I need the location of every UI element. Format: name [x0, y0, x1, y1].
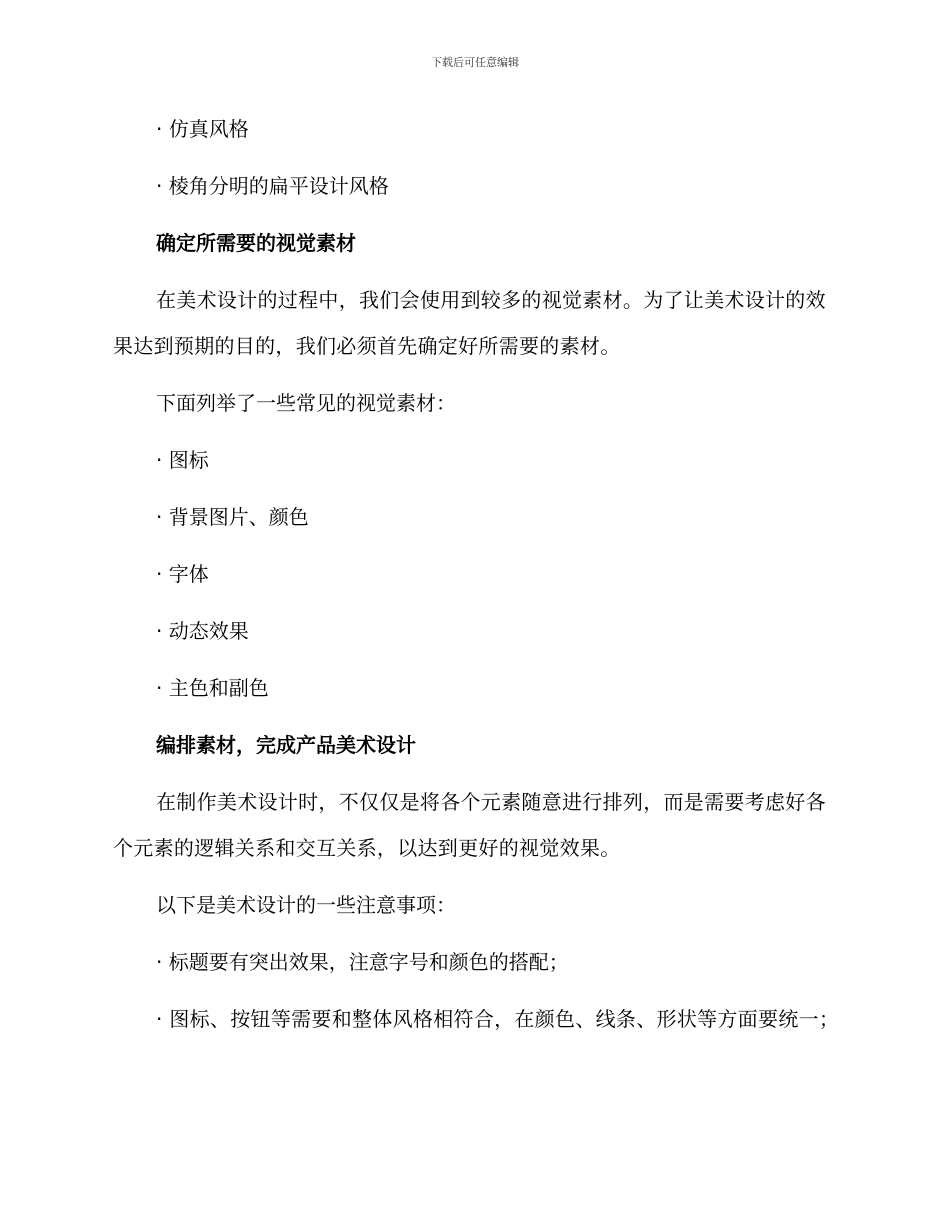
note-item: · 标题要有突出效果，注意字号和颜色的搭配；	[156, 950, 569, 974]
list-intro: 以下是美术设计的一些注意事项：	[156, 893, 456, 917]
page-header-note: 下载后可任意编辑	[431, 56, 519, 69]
document-body	[113, 112, 843, 1042]
bullet-item: · 仿真风格	[156, 117, 249, 141]
section-heading: 确定所需要的视觉素材	[156, 231, 356, 255]
bullet-item: · 棱角分明的扁平设计风格	[156, 174, 389, 198]
note-item: · 图标、按钮等需要和整体风格相符合，在颜色、线条、形状等方面要统一；	[156, 1007, 840, 1031]
list-item: · 主色和副色	[156, 676, 269, 700]
body-paragraph: 在美术设计的过程中，我们会使用到较多的视觉素材。为了让美术设计的效果达到预期的目的，我们必须首先确定好所需要的素材。	[113, 288, 826, 358]
list-intro: 下面列举了一些常见的视觉素材：	[156, 391, 456, 415]
body-paragraph: 在制作美术设计时，不仅仅是将各个元素随意进行排列，而是需要考虑好各个元素的逻辑关系和交互关系，以达到更好的视觉效果。	[113, 790, 826, 860]
list-item: · 字体	[156, 562, 209, 586]
list-item: · 图标	[156, 448, 209, 472]
section-heading: 编排素材，完成产品美术设计	[156, 733, 416, 757]
list-item: · 背景图片、颜色	[156, 505, 309, 529]
list-item: · 动态效果	[156, 619, 249, 643]
